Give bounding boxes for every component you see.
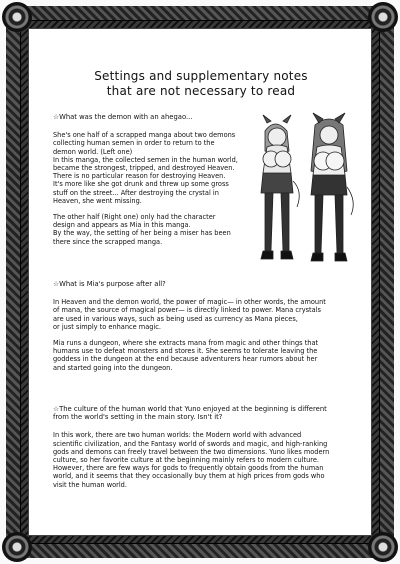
section-question: ☆What is Mia's purpose after all?	[53, 280, 166, 288]
corner-ornament-icon	[368, 532, 398, 562]
corner-ornament-icon	[368, 2, 398, 32]
title-line-2: that are not necessary to read	[106, 84, 296, 98]
section-paragraph: The other half (Right one) only had the character design and appears as Mia in this manga. By the way, the setting of her being a miser has been there since the scrapped manga.	[53, 213, 231, 246]
character-illustration	[247, 111, 359, 271]
section-paragraph: In Heaven and the demon world, the power of magic— in other words, the amount of mana, the source of magical power— is directly linked to power. Mana crystals are used in various ways, such as being used as currency as Mana pieces, or just simply to enhance magic.	[53, 298, 326, 331]
section-question: ☆What was the demon with an ahegao...	[53, 113, 193, 121]
page-title	[29, 69, 373, 99]
section-mia-purpose	[53, 280, 353, 372]
section-question: ☆The culture of the human world that Yuno enjoyed at the beginning is different from the world's setting in the main story. Isn't it?	[53, 405, 327, 422]
section-demon	[53, 113, 263, 246]
content-panel	[28, 28, 372, 536]
title-line-1: Settings and supplementary notes	[94, 69, 308, 83]
section-human-world	[53, 405, 353, 489]
corner-ornament-icon	[2, 532, 32, 562]
section-paragraph: In this work, there are two human worlds: the Modern world with advanced scientific civilization, and the Fantasy world of swords and magic, and high-ranking gods and demons can freely travel between the two dimensions. Yuno likes modern culture, so her favorite culture at the beginning mainly refers to modern culture. However, there are few ways for gods to frequently obtain goods from the human world, and it seems that they occasionally buy them at high prices from gods who visit the human world.	[53, 431, 330, 489]
section-paragraph: Mia runs a dungeon, where she extracts mana from magic and other things that humans use to defeat monsters and stores it. She seems to tolerate leaving the goddess in the dungeon at the end because adventurers hear rumors about her and started going into the dungeon.	[53, 339, 319, 372]
section-paragraph: She's one half of a scrapped manga about two demons collecting human semen in order to return to the demon world. (Left one) In this manga, the collected semen in the human world, became the strongest, tripped, and destroyed Heaven. There is no particular reason for destroying Heaven. It's more like she got drunk and threw up some gross stuff on the street... After destroying the crystal in Heaven, she went missing.	[53, 131, 238, 205]
